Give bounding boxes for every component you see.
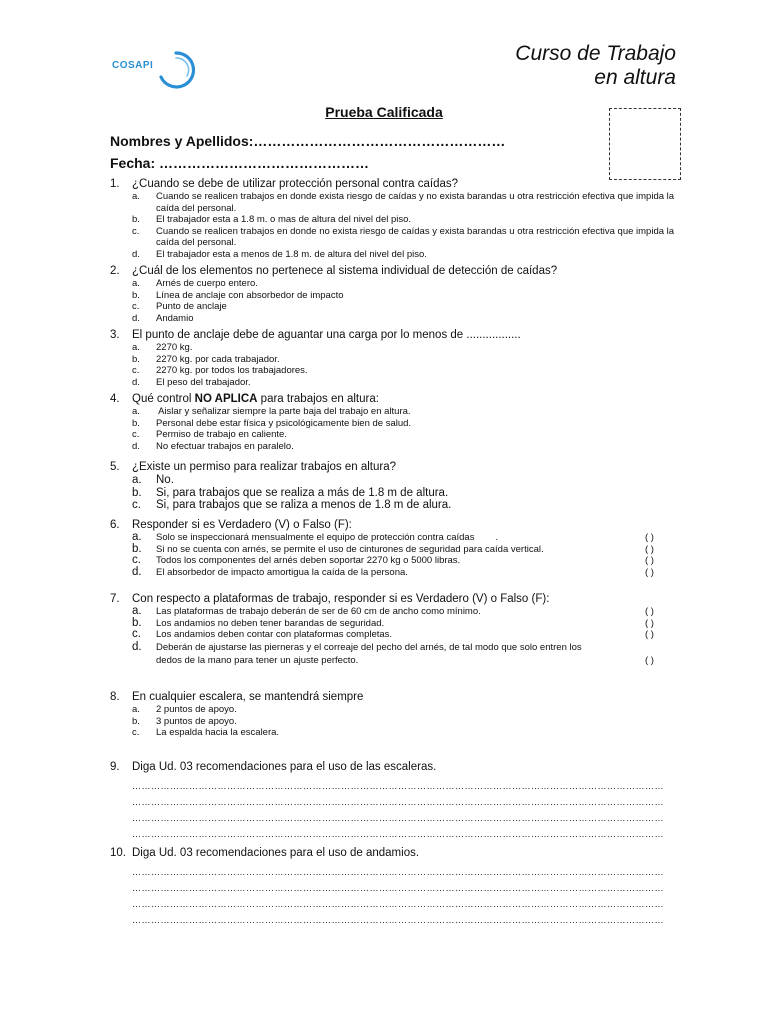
answer-parenthesis: ( ): [645, 606, 654, 617]
option-text: Las plataformas de trabajo deberán de ser de 60 cm de ancho como mínimo.: [156, 606, 481, 617]
option: [110, 301, 675, 313]
option: [110, 226, 675, 249]
option-letter: d.: [132, 640, 142, 653]
option-letter: a.: [132, 605, 142, 617]
photo-box: [609, 108, 681, 180]
option-text: 2270 kg.: [156, 342, 193, 353]
option-text: 3 puntos de apoyo.: [156, 715, 237, 727]
answer-line[interactable]: ……………………………………………………………………………………………………………………………………………………: [132, 813, 664, 823]
option-letter: c.: [132, 499, 141, 511]
option-text: Si, para trabajos que se raliza a menos de 1.8 m de alura.: [156, 499, 452, 511]
option-letter: c.: [132, 727, 140, 738]
option-text: No efectuar trabajos en paralelo.: [156, 440, 294, 452]
option-letter: b.: [132, 616, 142, 629]
course-title-line1: Curso de Trabajo: [515, 42, 676, 65]
option: [110, 716, 675, 728]
test-title: Prueba Calificada: [325, 104, 443, 120]
option-text: Personal debe estar física y psicológicamente bien de salud.: [156, 417, 412, 429]
option-letter: b.: [132, 715, 140, 727]
option: [110, 532, 675, 544]
question-text: Diga Ud. 03 recomendaciones para el uso de las escaleras.: [132, 761, 437, 773]
answer-line[interactable]: ……………………………………………………………………………………………………………………………………………………: [132, 915, 664, 925]
option: [110, 418, 675, 430]
answer-parenthesis: ( ): [645, 543, 654, 555]
option-letter: b.: [132, 417, 140, 429]
question-text-pre: Qué control: [132, 393, 195, 405]
answer-parenthesis: ( ): [645, 654, 654, 666]
option-text: 2270 kg. por cada trabajador.: [156, 353, 280, 365]
question-number: 8.: [110, 691, 120, 703]
option-letter: b.: [132, 353, 140, 365]
option: [110, 342, 675, 354]
question-text: Con respecto a plataformas de trabajo, responder si es Verdadero (V) o Falso (F):: [132, 593, 550, 605]
option-text: Todos los componentes del arnés deben soportar 2270 kg o 5000 libras.: [156, 555, 461, 566]
question-7: [110, 592, 675, 667]
option-text: Arnés de cuerpo entero.: [156, 278, 258, 289]
option: [110, 313, 675, 325]
question-text-post: para trabajos en altura:: [257, 393, 379, 405]
option-text: No.: [156, 474, 174, 486]
question-4: [110, 392, 675, 452]
option-text: La espalda hacia la escalera.: [156, 727, 280, 738]
question-number: 10.: [110, 847, 126, 859]
logo-ring-icon: [156, 50, 196, 90]
question-text: ¿Cuando se debe de utilizar protección personal contra caídas?: [132, 178, 459, 190]
option-letter: c.: [132, 628, 141, 640]
answer-line[interactable]: ……………………………………………………………………………………………………………………………………………………: [132, 829, 664, 839]
option-letter: b.: [132, 542, 142, 555]
option: [110, 354, 675, 366]
question-text: [132, 392, 379, 406]
option: [110, 704, 675, 716]
answer-line[interactable]: ……………………………………………………………………………………………………………………………………………………: [132, 899, 664, 909]
question-number: 4.: [110, 393, 120, 405]
option-text: El absorbedor de impacto amortigua la caída de la persona.: [156, 566, 408, 578]
option-letter: c.: [132, 225, 140, 237]
question-number: 7.: [110, 593, 120, 605]
option-letter: d.: [132, 248, 140, 260]
option-letter: b.: [132, 289, 140, 301]
option-text: El trabajador esta a 1.8 m. o mas de altura del nivel del piso.: [156, 214, 412, 225]
option-text: Si, para trabajos que se realiza a más de 1.8 m de altura.: [156, 486, 449, 499]
option-letter: a.: [132, 278, 140, 289]
option-text: Aislar y señalizar siempre la parte baja del trabajo en altura.: [156, 406, 411, 417]
option-text: Línea de anclaje con absorbedor de impacto: [156, 289, 344, 301]
question-text: ¿Existe un permiso para realizar trabajos en altura?: [132, 461, 396, 473]
question-number: 9.: [110, 761, 120, 773]
option: [110, 290, 675, 302]
option-letter: d.: [132, 440, 140, 452]
option-letter: a.: [132, 474, 142, 486]
question-text: El punto de anclaje debe de aguantar una carga por lo menos de .................: [132, 329, 521, 341]
option-letter: c.: [132, 554, 141, 566]
option-text: 2270 kg. por todos los trabajadores.: [156, 365, 308, 376]
option: [110, 606, 675, 618]
answer-line[interactable]: ……………………………………………………………………………………………………………………………………………………: [132, 867, 664, 877]
option: [110, 641, 675, 667]
question-3: [110, 328, 675, 388]
answer-line[interactable]: ……………………………………………………………………………………………………………………………………………………: [132, 883, 664, 893]
option: [110, 544, 675, 556]
question-text: ¿Cuál de los elementos no pertenece al sistema individual de detección de caídas?: [132, 265, 558, 277]
answer-parenthesis: ( ): [645, 617, 654, 629]
option-letter: c.: [132, 429, 140, 440]
answer-line[interactable]: ……………………………………………………………………………………………………………………………………………………: [132, 797, 664, 807]
option: [110, 191, 675, 214]
option-letter: c.: [132, 365, 140, 376]
answer-line[interactable]: ……………………………………………………………………………………………………………………………………………………: [132, 781, 664, 791]
question-text: Responder si es Verdadero (V) o Falso (F):: [132, 519, 352, 531]
option: [110, 377, 675, 389]
option-text: Andamio: [156, 312, 194, 324]
option-text: Los andamios deben contar con plataformas completas.: [156, 629, 393, 640]
option-letter: d.: [132, 376, 140, 388]
logo-text: COSAPI: [112, 60, 154, 71]
option-text: Los andamios no deben tener barandas de seguridad.: [156, 617, 385, 629]
option-letter: a.: [132, 704, 140, 715]
option-text: Cuando se realicen trabajos en donde exista riesgo de caídas y no exista barandas u otra restricción efectiva que impida la caída del personal.: [156, 191, 675, 214]
answer-parenthesis: ( ): [645, 532, 654, 543]
option: [110, 441, 675, 453]
option-text: Cuando se realicen trabajos en donde no exista riesgo de caídas y exista barandas u otra restricción efectiva que impida la caída del personal.: [156, 225, 675, 248]
name-field: Nombres y Apellidos:………………………………………………: [110, 133, 506, 149]
question-1: [110, 177, 675, 260]
option-letter: a.: [132, 406, 140, 417]
option: [110, 214, 675, 226]
option-text: Punto de anclaje: [156, 301, 227, 312]
cosapi-logo: [112, 50, 202, 90]
course-title: [515, 42, 676, 90]
option-text: Solo se inspeccionará mensualmente el equipo de protección contra caídas .: [156, 532, 499, 543]
question-number: 2.: [110, 265, 120, 277]
option-text: 2 puntos de apoyo.: [156, 704, 237, 715]
option-letter: d.: [132, 312, 140, 324]
option: [110, 406, 675, 418]
option-letter: b.: [132, 214, 140, 225]
option: [110, 249, 675, 261]
date-field: Fecha: ………………………………………: [110, 155, 370, 171]
option-letter: c.: [132, 301, 140, 312]
option-letter: a.: [132, 531, 142, 543]
course-title-line2: en altura: [594, 66, 676, 89]
option-letter: a.: [132, 342, 140, 353]
option: [110, 474, 675, 487]
option: [110, 365, 675, 377]
option-text: Permiso de trabajo en caliente.: [156, 429, 287, 440]
answer-parenthesis: ( ): [645, 566, 654, 578]
answer-parenthesis: ( ): [645, 629, 654, 640]
answer-parenthesis: ( ): [645, 555, 654, 566]
question-text: En cualquier escalera, se mantendrá siempre: [132, 691, 364, 703]
option-letter: d.: [132, 565, 142, 578]
option: [110, 278, 675, 290]
question-number: 5.: [110, 461, 120, 473]
question-9: [110, 760, 675, 842]
question-text: Diga Ud. 03 recomendaciones para el uso de andamios.: [132, 847, 420, 859]
question-6: [110, 518, 675, 578]
question-10: [110, 846, 675, 928]
option-text: El peso del trabajador.: [156, 376, 251, 388]
question-2: [110, 264, 675, 324]
question-number: 3.: [110, 329, 120, 341]
option: [110, 499, 675, 512]
question-8: [110, 690, 675, 739]
option-text: Deberán de ajustarse las pierneras y el correaje del pecho del arnés, de tal modo que solo entren los dedos de la mano para tener un ajuste perfecto.: [156, 641, 582, 666]
option: [110, 555, 675, 567]
option: [110, 727, 675, 739]
question-5: [110, 460, 675, 512]
option: [110, 629, 675, 641]
question-number: 6.: [110, 519, 120, 531]
option: [110, 429, 675, 441]
option: [110, 618, 675, 630]
question-text-bold: NO APLICA: [194, 393, 258, 405]
option-letter: b.: [132, 486, 142, 499]
option: [110, 487, 675, 500]
question-number: 1.: [110, 178, 120, 190]
option: [110, 567, 675, 579]
option-text: El trabajador esta a menos de 1.8 m. de altura del nivel del piso.: [156, 248, 427, 260]
option-text: Si no se cuenta con arnés, se permite el uso de cinturones de seguridad para caída vertical.: [156, 543, 544, 555]
option-letter: a.: [132, 191, 140, 202]
